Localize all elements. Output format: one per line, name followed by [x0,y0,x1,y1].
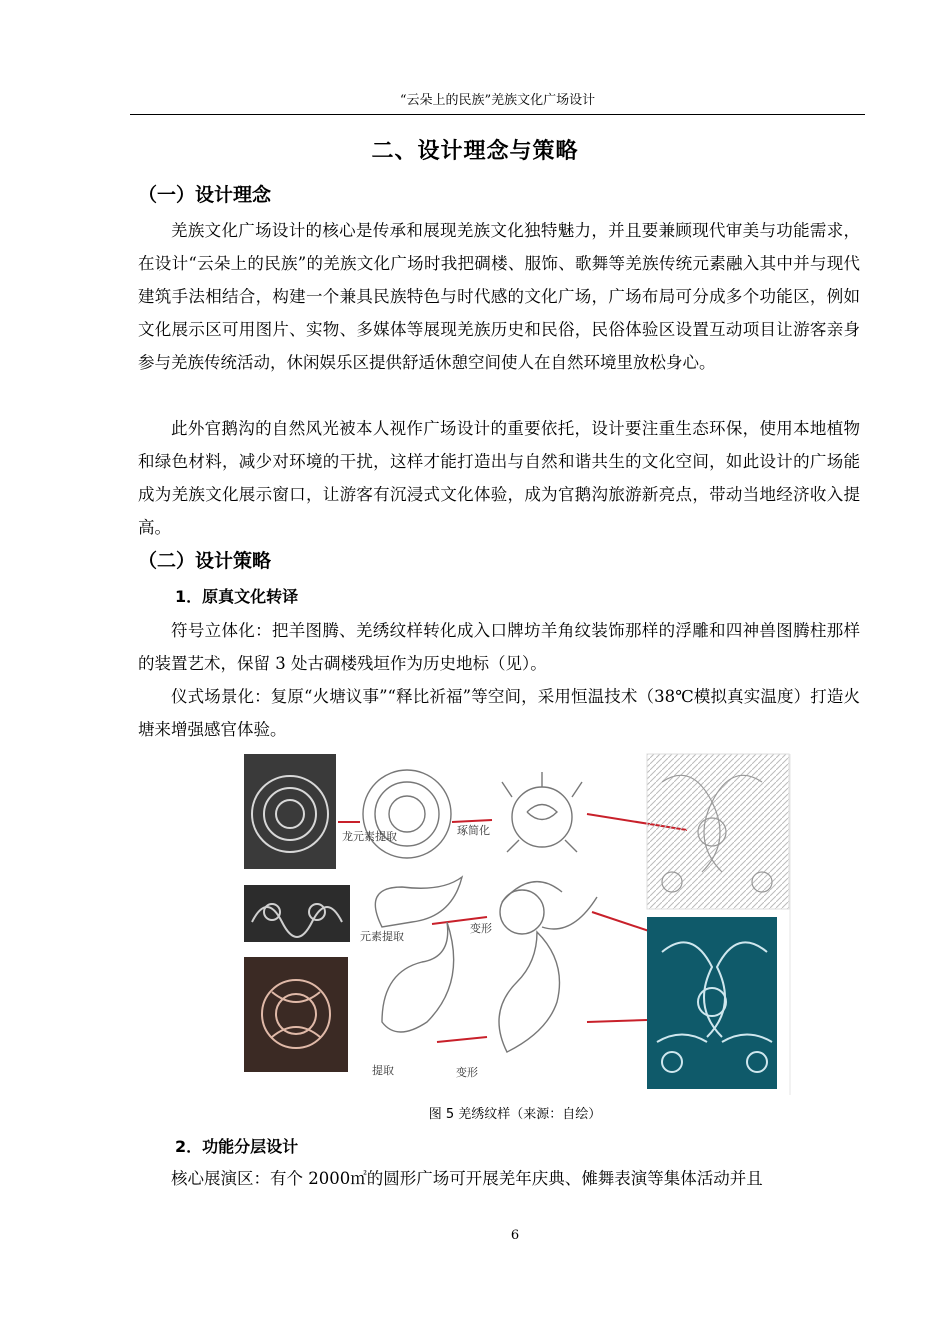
functional-paragraph-core: 核心展演区：有个 2000㎡的圆形广场可开展羌年庆典、傩舞表演等集体活动并且 [171,1169,763,1188]
strategy-paragraph-symbols: 符号立体化：把羊图腾、羌绣纹样转化成入口牌坊羊角纹装饰那样的浮雕和四神兽图腾柱那样的装置艺术，保留 3 处古碉楼残垣作为历史地标（见）。 [138,621,860,673]
tiled-pattern-light [647,754,789,909]
concept-paragraph-1: 羌族文化广场设计的核心是传承和展现羌族文化独特魅力，并且要兼顾现代审美与功能需求，在设计“云朵上的民族”的羌族文化广场时我把碉楼、服饰、歌舞等羌族传统元素融入其中并与现代建筑手法相结合，构建一个兼具民族特色与时代感的文化广场，广场布局可分成多个功能区，例如文化展示区可用图片、实物、多媒体等展现羌族历史和民俗，民俗体验区设置互动项目让游客亲身参与羌族传统活动，休闲娱乐区提供舒适休憩空间使人在自然环境里放松身心。 [138,221,860,372]
section-heading-concept: （一）设计理念 [138,184,272,206]
figure-caption: 图 5 羌绣纹样（来源：自绘） [428,1107,602,1122]
subsection-heading-functional-layers: 2．功能分层设计 [175,1137,299,1156]
photo-wave-pattern [244,885,350,942]
chapter-title: 二、设计理念与策略 [371,139,579,164]
annotation-row3-b: 变形 [456,1066,478,1079]
page-number: 6 [510,1228,520,1243]
embroidery-pattern-figure [242,752,794,1097]
sketch-row-1 [363,770,582,858]
annotation-row2-b: 变形 [470,922,492,935]
strategy-paragraph-rituals: 仪式场景化：复原“火塘议事”“释比祈福”等空间，采用恒温技术（38℃模拟真实温度）打造火塘来增强感官体验。 [138,687,860,739]
pattern-illustration [242,752,794,1097]
annotation-row1-a: 龙元素提取 [342,830,397,843]
annotation-row1-b: 琢简化 [457,824,490,837]
photo-dragon-pattern [244,957,348,1072]
concept-paragraph-2: 此外官鹅沟的自然风光被本人视作广场设计的重要依托，设计要注重生态环保，使用本地植物和绿色材料，减少对环境的干扰，这样才能打造出与自然和谐共生的文化空间，如此设计的广场能成为羌族文化展示窗口，让游客有沉浸式文化体验，成为官鹅沟旅游新亮点，带动当地经济收入提高。 [138,419,860,537]
subsection-heading-cultural-translation: 1．原真文化转译 [175,587,299,606]
tiled-pattern-teal [647,917,777,1089]
annotation-row3-a: 提取 [372,1064,394,1077]
running-header [130,88,865,115]
annotation-row2-a: 元素提取 [360,930,404,943]
header-title: “云朵上的民族”羌族文化广场设计 [399,93,596,108]
section-heading-strategy: （二）设计策略 [138,550,272,572]
sketch-row-3 [382,922,560,1052]
arrow-row3 [587,1020,647,1022]
